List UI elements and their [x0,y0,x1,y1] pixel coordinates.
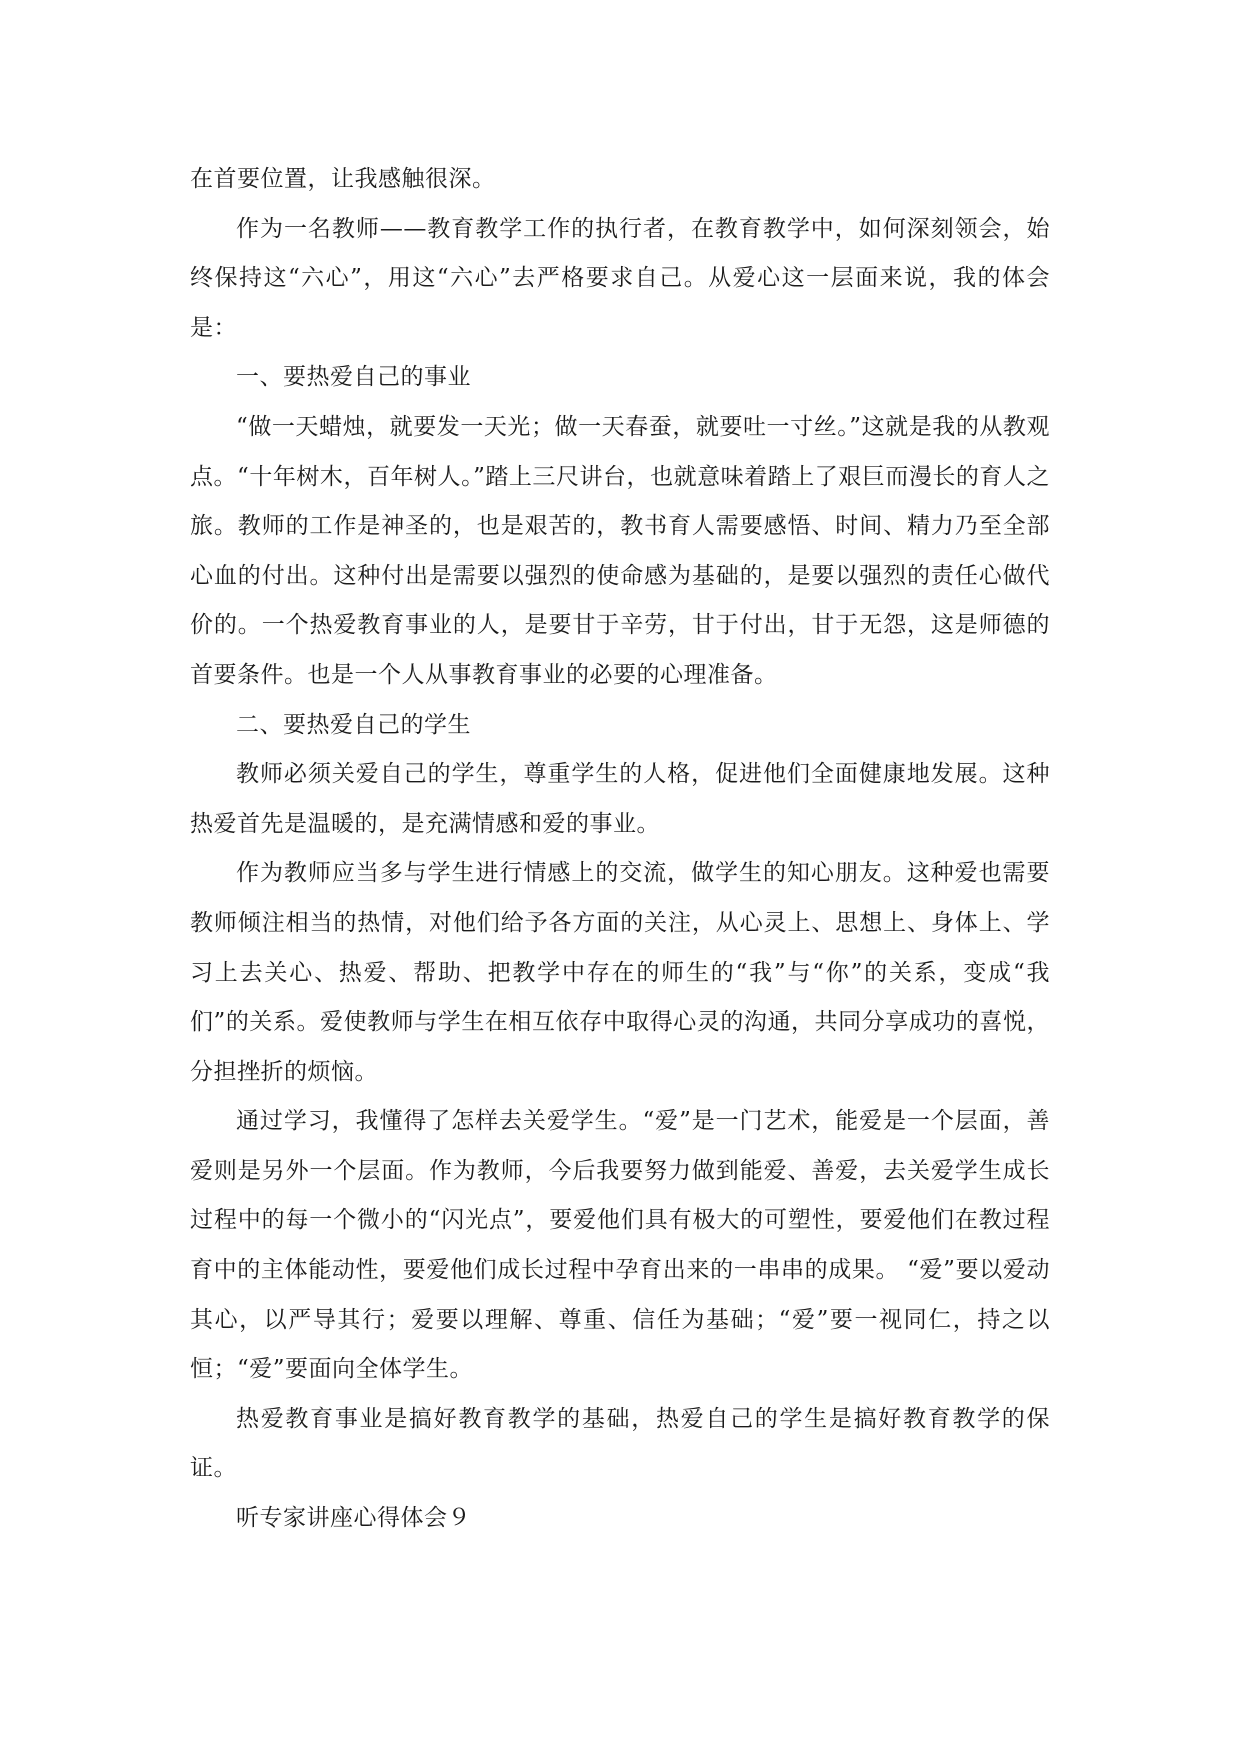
paragraph-continuation: 在首要位置，让我感触很深。 [190,166,496,192]
paragraph-conclusion: 热爱教育事业是搞好教育教学的基础，热爱自己的学生是搞好教育教学的保证。 [190,1405,1050,1482]
section-heading-2: 二、要热爱自己的学生 [236,711,471,738]
section-heading-1: 一、要热爱自己的事业 [236,364,471,391]
next-article-title: 听专家讲座心得体会９ [236,1505,471,1532]
paragraph-emotional-exchange: 作为教师应当多与学生进行情感上的交流，做学生的知心朋友。这种爱也需要教师倾注相当的热情，对他们给予各方面的关注，从心灵上、思想上、身体上、学习上去关心、热爱、帮助、把教学中存在的师生的“我”与“你”的关系，变成“我们”的关系。爱使教师与学生在相互依存中取得心灵的沟通，共同分享成功的喜悦，分担挫折的烦恼。 [190,860,1050,1085]
paragraph-career: “做一天蜡烛，就要发一天光；做一天春蚕，就要吐一寸丝。”这就是我的从教观点。“十年树木，百年树人。”踏上三尺讲台，也就意味着踏上了艰巨而漫长的育人之旅。教师的工作是神圣的，也是艰苦的，教书育人需要感悟、时间、精力乃至全部心血的付出。这种付出是需要以强烈的使命感为基础的，是要以强烈的责任心做代价的。一个热爱教育事业的人，是要甘于辛劳，甘于付出，甘于无怨，这是师德的首要条件。也是一个人从事教育事业的必要的心理准备。 [190,413,1050,688]
paragraph-intro: 作为一名教师——教育教学工作的执行者，在教育教学中，如何深刻领会，始终保持这“六心”，用这“六心”去严格要求自己。从爱心这一层面来说，我的体会是： [190,215,1050,341]
paragraph-art-of-love: 通过学习，我懂得了怎样去关爱学生。“爱”是一门艺术，能爱是一个层面，善爱则是另外一个层面。作为教师，今后我要努力做到能爱、善爱，去关爱学生成长过程中的每一个微小的“闪光点”，要爱他们具有极大的可塑性，要爱他们在教过程育中的主体能动性，要爱他们成长过程中孕育出来的一串串的成果。 “爱”要以爱动其心，以严导其行；爱要以理解、尊重、信任为基础；“爱”要一视同仁，持之以恒；“爱”要面向全体学生。 [190,1108,1050,1383]
document-body [190,155,1050,1544]
paragraph-care-students: 教师必须关爱自己的学生，尊重学生的人格，促进他们全面健康地发展。这种热爱首先是温暖的，是充满情感和爱的事业。 [190,761,1050,837]
